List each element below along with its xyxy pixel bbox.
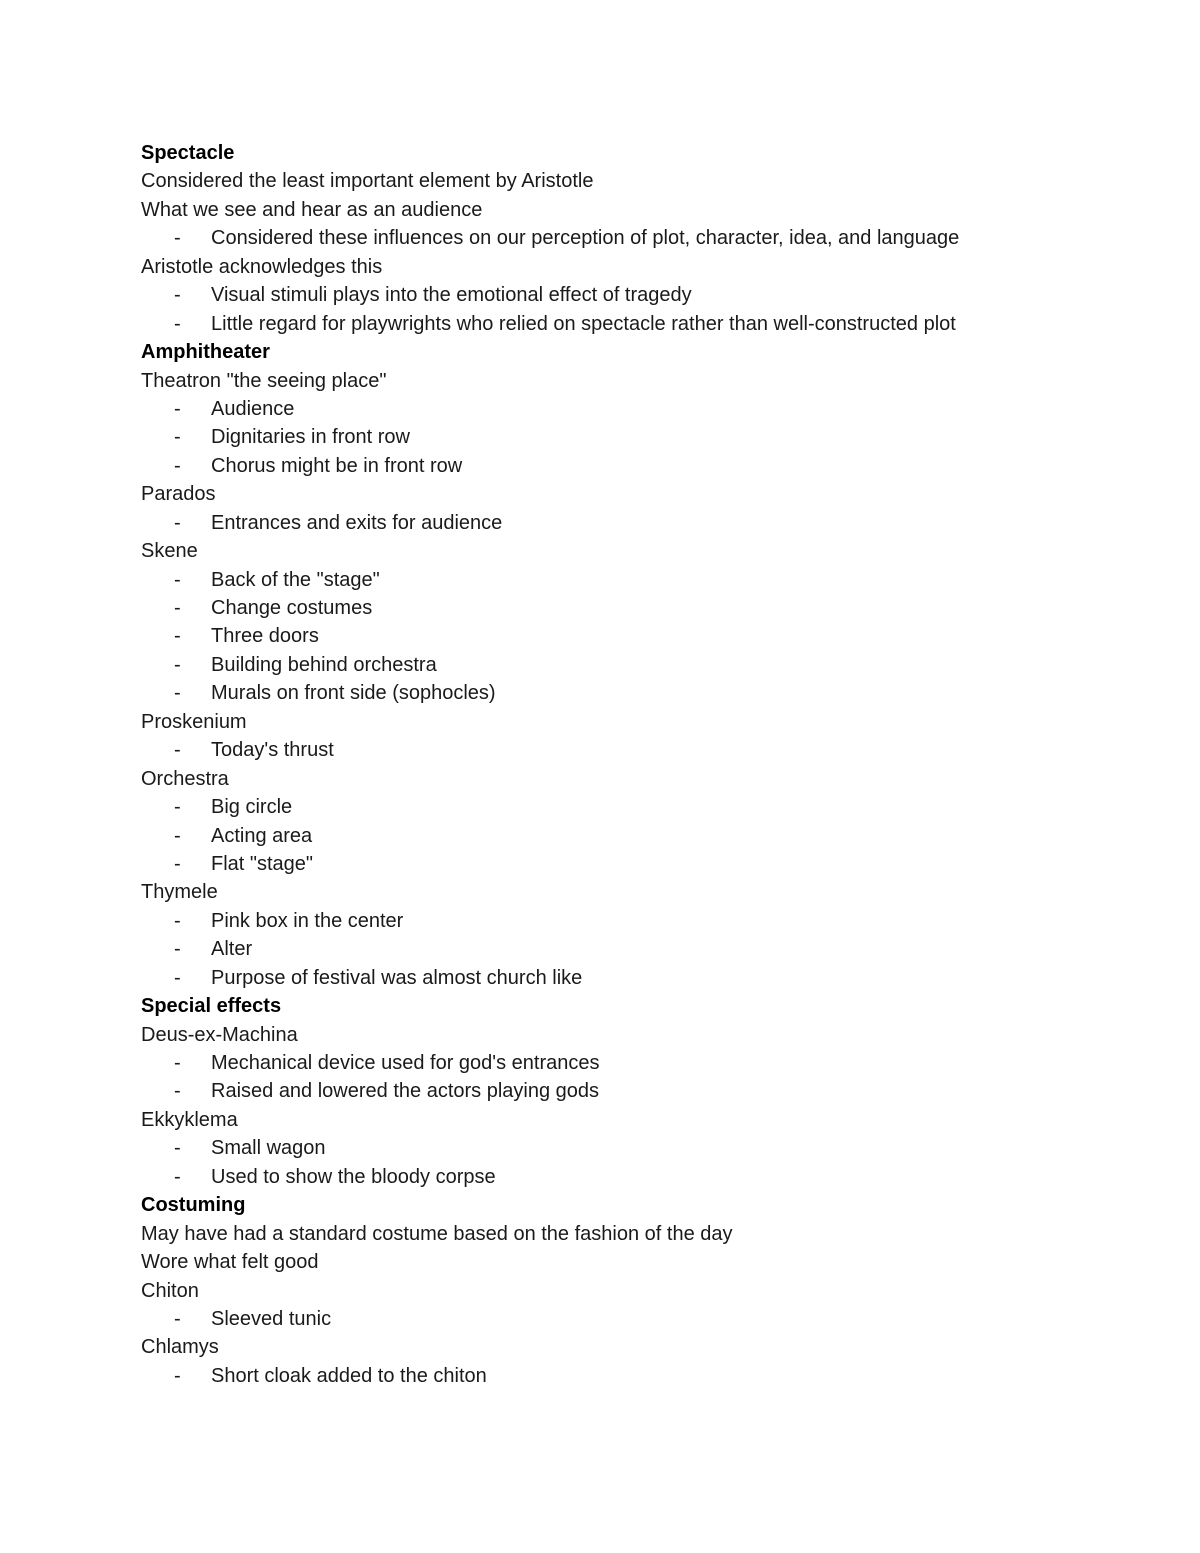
bullet-dash: - xyxy=(174,966,181,989)
bullet-item xyxy=(141,822,1141,850)
bullet-item xyxy=(141,281,1141,309)
bullet-dash: - xyxy=(174,739,181,762)
body-line: Wore what felt good xyxy=(141,1251,319,1274)
bullet-dash: - xyxy=(174,1307,181,1330)
bullet-item xyxy=(141,509,1141,537)
bullet-dash: - xyxy=(174,568,181,591)
bullet-item xyxy=(141,622,1141,650)
bullet-item xyxy=(141,423,1141,451)
bullet-text: Used to show the bloody corpse xyxy=(211,1165,496,1188)
bullet-dash: - xyxy=(174,1364,181,1387)
bullet-dash: - xyxy=(174,796,181,819)
bullet-text: Entrances and exits for audience xyxy=(211,511,503,534)
bullet-dash: - xyxy=(174,1137,181,1160)
bullet-dash: - xyxy=(174,909,181,932)
bullet-text: Sleeved tunic xyxy=(211,1307,332,1330)
bullet-text: Murals on front side (sophocles) xyxy=(211,682,496,705)
bullet-dash: - xyxy=(174,511,181,534)
bullet-dash: - xyxy=(174,454,181,477)
bullet-dash: - xyxy=(174,682,181,705)
bullet-item xyxy=(141,395,1141,423)
body-line: Chiton xyxy=(141,1279,199,1302)
bullet-item xyxy=(141,566,1141,594)
bullet-dash: - xyxy=(174,625,181,648)
section-heading: Amphitheater xyxy=(141,341,270,364)
bullet-item xyxy=(141,736,1141,764)
bullet-text: Big circle xyxy=(211,796,293,819)
bullet-text: Today's thrust xyxy=(211,739,334,762)
bullet-dash: - xyxy=(174,1052,181,1074)
bullet-item xyxy=(141,1134,1141,1162)
bullet-dash: - xyxy=(174,653,181,676)
bullet-text: Audience xyxy=(211,397,295,420)
bullet-text: Change costumes xyxy=(211,597,373,619)
bullet-dash: - xyxy=(174,938,181,961)
bullet-text: Short cloak added to the chiton xyxy=(211,1364,487,1387)
bullet-item xyxy=(141,1049,1141,1077)
bullet-text: Alter xyxy=(211,938,253,961)
body-line: Considered the least important element by Aristotle xyxy=(141,170,594,193)
body-line: Ekkyklema xyxy=(141,1108,238,1131)
body-line: Proskenium xyxy=(141,710,247,733)
bullet-text: Visual stimuli plays into the emotional effect of tragedy xyxy=(211,284,692,307)
bullet-item xyxy=(141,679,1141,707)
bullet-item xyxy=(141,1077,1141,1105)
bullet-item xyxy=(141,1362,1141,1390)
body-line: Theatron "the seeing place" xyxy=(141,369,387,392)
bullet-text: Mechanical device used for god's entrances xyxy=(211,1052,600,1074)
bullet-text: Small wagon xyxy=(211,1137,326,1160)
bullet-text: Little regard for playwrights who relied on spectacle rather than well-constructed plot xyxy=(211,312,956,335)
section-heading: Costuming xyxy=(141,1194,246,1217)
body-line: Chlamys xyxy=(141,1336,219,1359)
bullet-text: Dignitaries in front row xyxy=(211,426,410,449)
bullet-dash: - xyxy=(174,227,181,250)
bullet-item xyxy=(141,907,1141,935)
bullet-dash: - xyxy=(174,1080,181,1103)
body-line: Parados xyxy=(141,483,216,506)
bullet-item xyxy=(141,651,1141,679)
bullet-item xyxy=(141,594,1141,622)
bullet-item xyxy=(141,452,1141,480)
body-line: Aristotle acknowledges this xyxy=(141,255,383,278)
bullet-item xyxy=(141,964,1141,992)
bullet-text: Acting area xyxy=(211,824,313,847)
bullet-text: Chorus might be in front row xyxy=(211,454,463,477)
bullet-item xyxy=(141,850,1141,878)
section-heading: Spectacle xyxy=(141,142,235,164)
bullet-text: Building behind orchestra xyxy=(211,653,437,676)
bullet-text: Raised and lowered the actors playing gods xyxy=(211,1080,600,1103)
body-line: Orchestra xyxy=(141,767,229,790)
body-line: What we see and hear as an audience xyxy=(141,198,483,221)
bullet-item xyxy=(141,1163,1141,1191)
bullet-dash: - xyxy=(174,426,181,449)
bullet-dash: - xyxy=(174,824,181,847)
bullet-dash: - xyxy=(174,284,181,307)
bullet-item xyxy=(141,793,1141,821)
bullet-text: Considered these influences on our perception of plot, character, idea, and language xyxy=(211,227,960,250)
bullet-item xyxy=(141,224,1141,252)
bullet-text: Three doors xyxy=(211,625,319,648)
document-body xyxy=(141,139,1141,1390)
body-line: May have had a standard costume based on the fashion of the day xyxy=(141,1222,733,1245)
bullet-dash: - xyxy=(174,597,181,619)
body-line: Deus-ex-Machina xyxy=(141,1023,298,1046)
bullet-dash: - xyxy=(174,1165,181,1188)
bullet-text: Back of the "stage" xyxy=(211,568,380,591)
section-heading: Special effects xyxy=(141,995,282,1018)
bullet-dash: - xyxy=(174,852,181,875)
bullet-text: Pink box in the center xyxy=(211,909,404,932)
bullet-dash: - xyxy=(174,312,181,335)
bullet-dash: - xyxy=(174,397,181,420)
bullet-text: Flat "stage" xyxy=(211,852,314,875)
bullet-item xyxy=(141,935,1141,963)
bullet-item xyxy=(141,1305,1141,1333)
bullet-text: Purpose of festival was almost church like xyxy=(211,966,583,989)
body-line: Thymele xyxy=(141,881,218,904)
body-line: Skene xyxy=(141,540,198,563)
bullet-item xyxy=(141,310,1141,338)
